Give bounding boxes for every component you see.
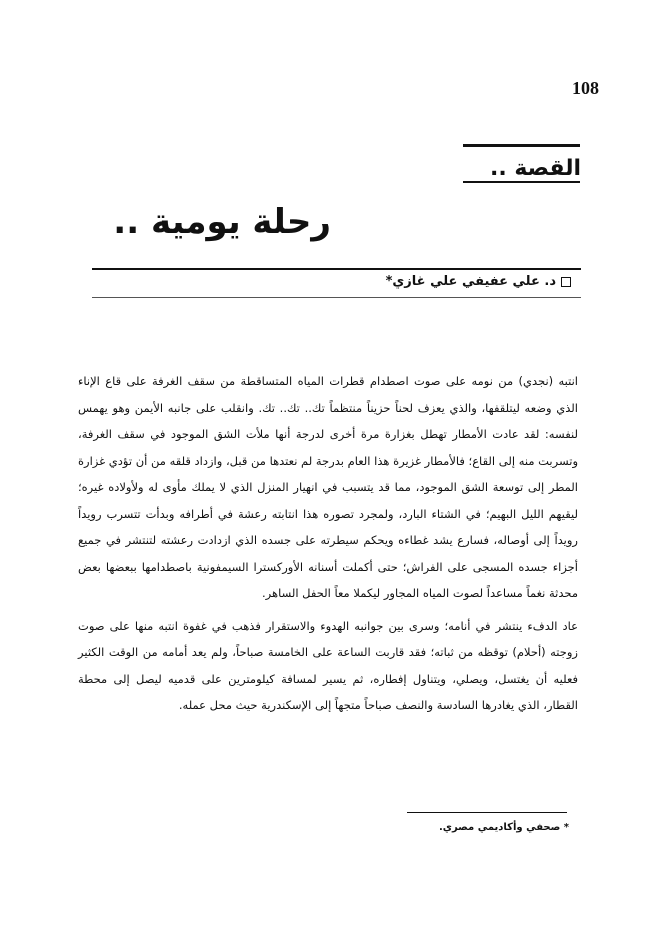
author-box [92,268,581,298]
paragraph: انتبه (نجدي) من نومه على صوت اصطدام قطرات المياه المتساقطة من سقف الغرفة على قاع الإناء الذي وضعه ليتلقفها، والذي يعزف لحناً حزيناً منتظماً تك.. تك.. تك. وانقلب على جانبه الأيمن وهو يهمس لنفسه: لقد عادت الأمطار تهطل بغزارة مرة أخرى لدرجة أنها ملأت الشق الموجود في سقف الغرفة، وتسربت منه إلى القاع؛ فالأمطار غزيرة هذا العام بدرجة لم نعتدها من قبل، وازداد قلقه من أن تؤدي غزارة المطر إلى توسعة الشق الموجود، مما قد يتسبب في انهيار المنزل الذي لا يملك مأوى له ولأولاده غيره؛ ليقيهم الليل البهيم؛ في الشتاء البارد، ولمجرد تصوره هذا انتابته رعشة في أطرافه وبدأت تتسرب رويداً رويداً إلى أوصاله، فسارع يشد غطاءه ويحكم سيطرته على جسده الذي ازدادت رعشته لتنتشر في جميع أجزاء جسده المسجى على الفراش؛ حتى أكملت أسنانه الأوركسترا السيمفونية باصطدامها ببعضها بعض محدثة نغماً مساعداً لصوت المياه المجاور ليكملا معاً الحفل الساهر. [78,374,578,600]
author-name: د. علي عفيفي علي غازي* [385,274,556,289]
author-line [386,274,571,289]
article-title: رحلة يومية .. [113,202,331,242]
article-body [78,368,578,725]
section-label: القصة .. [489,156,581,181]
square-bullet-icon [561,277,571,287]
footnote-rule [407,812,567,813]
section-top-rule [463,144,580,147]
footnote: * صحفي وأكاديمي مصري. [438,822,569,833]
page-number: 108 [572,78,599,98]
paragraph: عاد الدفء ينتشر في أنامه؛ وسرى بين جوانبه الهدوء والاستقرار فذهب في غفوة انتبه منها على صوت زوجته (أحلام) توقظه من ثباته؛ فقد قاربت الساعة على الخامسة صباحاً، ولم يعد أمامه من الوقت الكثير فعليه أن يغتسل، ويصلي، ويتناول إفطاره، ثم يسير لمسافة كيلومترين على قدميه ليصل إلى محطة القطار، الذي يغادرها السادسة والنصف صباحاً متجهاً إلى الإسكندرية حيث محل عمله. [78,618,578,712]
section-bottom-rule [463,181,580,183]
